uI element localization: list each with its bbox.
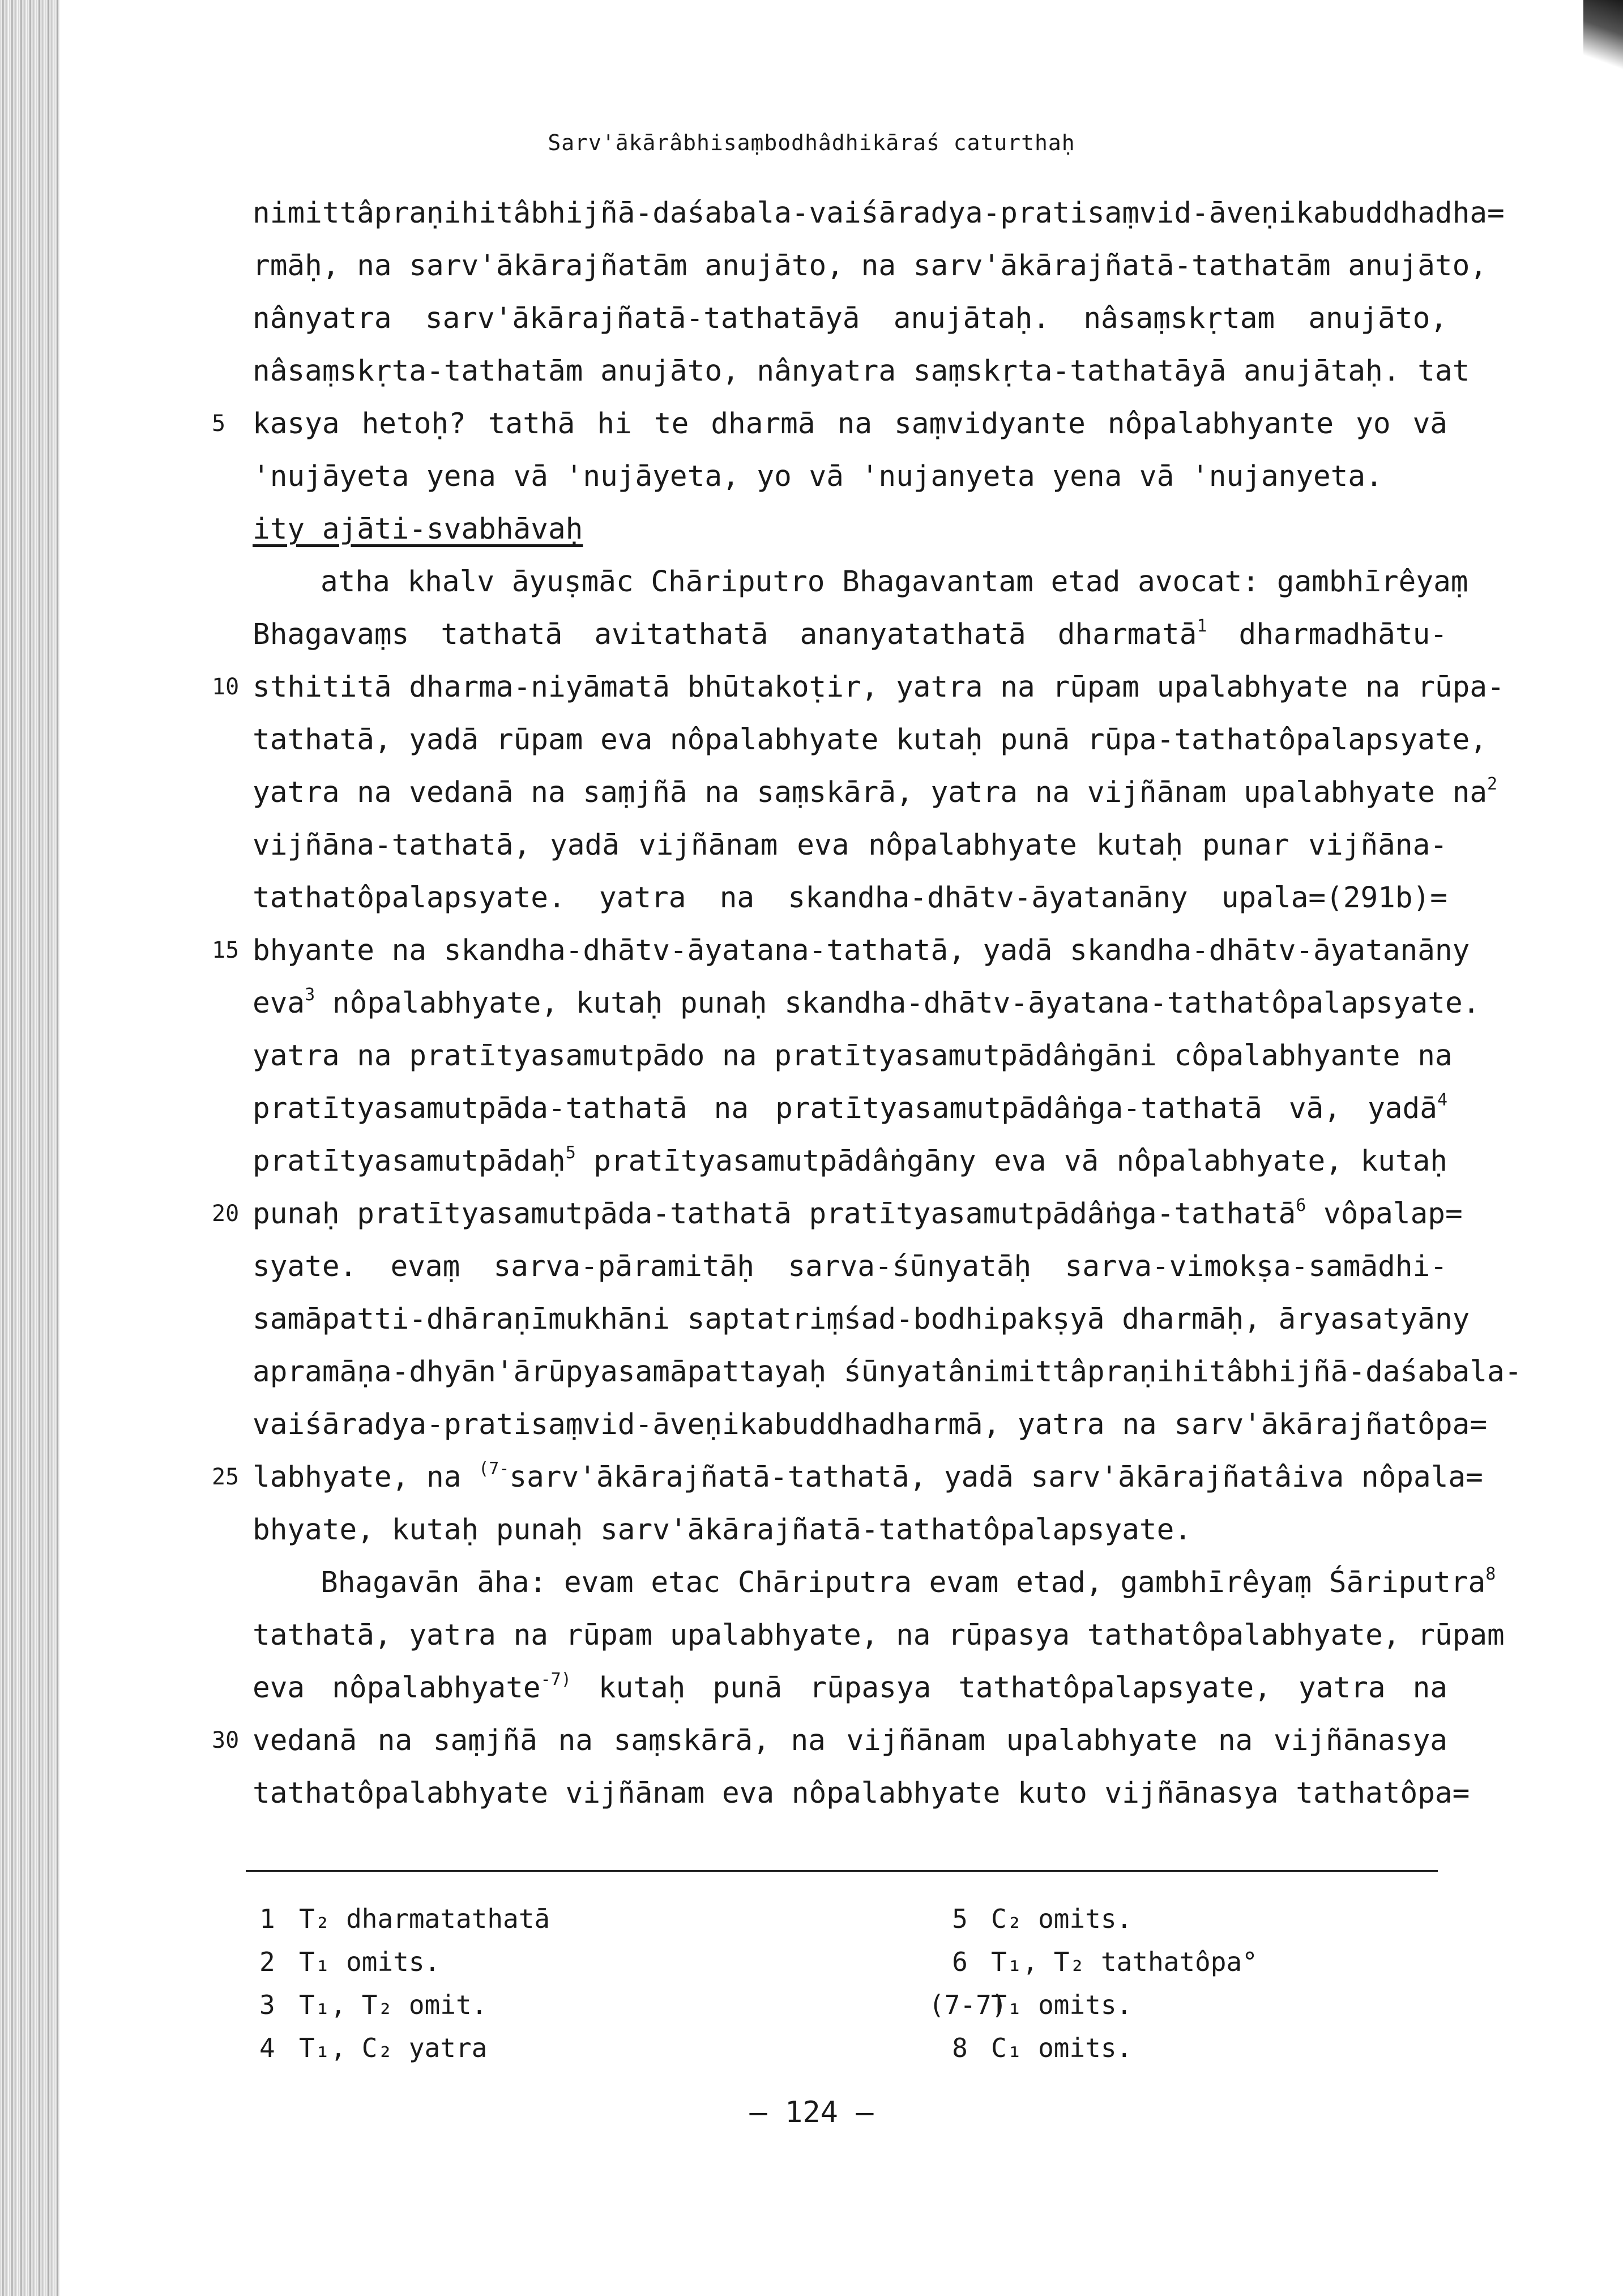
line-text-part: dharmadhātu-: [1207, 618, 1447, 651]
line-text: vaiśāradya-pratisaṃvid-āveṇikabuddhadharmā, yatra na sarv'ākārajñatôpa=: [253, 1408, 1488, 1441]
line-text-part: labhyate, na: [253, 1461, 479, 1494]
text-line: [253, 1767, 1470, 1820]
text-line: [212, 1188, 1463, 1240]
text-line: [253, 1504, 1447, 1556]
scan-corner-shadow: [1583, 0, 1623, 85]
running-head: Sarv'ākārâbhisaṃbodhâdhikāraś caturthaḥ: [548, 130, 1075, 155]
text-line: [253, 872, 1447, 924]
line-text-part: pratītyasamutpādaḥ: [253, 1145, 566, 1178]
text-line: [253, 1609, 1505, 1662]
line-text: [253, 1671, 1447, 1705]
footnote-ref: 1: [1197, 616, 1207, 636]
text-line: [253, 1662, 1447, 1714]
footnote-number: 4: [259, 2033, 275, 2063]
footnote-text: T₁ omits.: [299, 1947, 441, 1977]
text-line: [253, 556, 1468, 608]
line-text: syate. evaṃ sarva-pāramitāḥ sarva-śūnyatāḥ sarva-vimokṣa-samādhi-: [253, 1250, 1447, 1283]
text-line: [253, 1240, 1447, 1293]
text-line: [253, 977, 1480, 1030]
line-text-part: eva: [253, 987, 305, 1020]
footnote-ref: 3: [305, 985, 315, 1005]
text-line: [212, 398, 1447, 450]
line-text: samāpatti-dhāraṇīmukhāni saptatriṃśad-bodhipakṣyā dharmāḥ, āryasatyāny: [253, 1303, 1470, 1336]
footnote: [259, 1940, 550, 1983]
text-line: [212, 661, 1505, 714]
footnotes-right: [929, 1897, 1258, 2069]
line-text: apramāṇa-dhyān'ārūpyasamāpattayaḥ śūnyatânimittâpraṇihitâbhijñā-daśabala-: [253, 1355, 1522, 1389]
line-text: [253, 1197, 1463, 1231]
footnote-text: T₁ omits.: [991, 1990, 1133, 2020]
footnote: [259, 1897, 550, 1940]
footnote: [929, 2026, 1258, 2069]
line-text: [253, 1461, 1483, 1494]
footnote: [929, 1897, 1258, 1940]
text-line: [253, 240, 1488, 292]
line-number: 25: [212, 1464, 240, 1490]
footnote-ref: 6: [1296, 1196, 1306, 1215]
line-number: 5: [212, 411, 226, 437]
footnote-text: T₁, C₂ yatra: [299, 2033, 488, 2063]
footnote: [929, 1940, 1258, 1983]
footnote-number: 2: [259, 1947, 275, 1977]
scan-binding-edge: [0, 0, 59, 2296]
footnote-ref: -7): [540, 1670, 571, 1689]
text-line: [253, 1556, 1496, 1609]
line-text: vedanā na saṃjñā na saṃskārā, na vijñānam upalabhyate na vijñānasya: [253, 1724, 1447, 1757]
text-line: [253, 187, 1505, 240]
text-line: [253, 714, 1488, 766]
line-text: [321, 1566, 1496, 1599]
footnote-ref: 2: [1487, 774, 1498, 794]
section-title-line: [253, 503, 1447, 556]
line-text: [253, 776, 1497, 809]
line-number: 30: [212, 1727, 240, 1753]
footnote-number: (7-7): [929, 1990, 1007, 2020]
line-text: bhyante na skandha-dhātv-āyatana-tathatā, yadā skandha-dhātv-āyatanāny: [253, 934, 1470, 967]
line-number: 10: [212, 674, 240, 700]
line-text-part: eva nôpalabhyate: [253, 1671, 541, 1705]
text-line: [253, 1030, 1453, 1082]
line-text: atha khalv āyuṣmāc Chāriputro Bhagavantam etad avocat: gambhīrêyaṃ: [321, 565, 1468, 599]
footnote-text: T₁, T₂ tathatôpa°: [991, 1947, 1258, 1977]
section-title: ity ajāti-svabhāvaḥ: [253, 513, 583, 546]
footnote-text: C₂ omits.: [991, 1904, 1133, 1934]
line-text: nânyatra sarv'ākārajñatā-tathatāyā anujātaḥ. nâsaṃskṛtam anujāto,: [253, 302, 1447, 335]
line-text: [253, 618, 1447, 651]
line-text: 'nujāyeta yena vā 'nujāyeta, yo vā 'nujanyeta yena vā 'nujanyeta.: [253, 460, 1383, 493]
footnote-ref: 8: [1485, 1564, 1496, 1584]
line-text: [253, 1145, 1447, 1178]
line-text-part: nôpalabhyate, kutaḥ punaḥ skandha-dhātv-āyatana-tathatôpalapsyate.: [315, 987, 1480, 1020]
text-line: [253, 766, 1498, 819]
line-number: 20: [212, 1201, 240, 1227]
footnote-rule: [246, 1870, 1438, 1872]
footnote-number: 6: [952, 1947, 968, 1977]
line-text: rmāḥ, na sarv'ākārajñatām anujāto, na sarv'ākārajñatā-tathatām anujāto,: [253, 249, 1488, 283]
text-line: [253, 450, 1447, 503]
line-text: tathatôpalabhyate vijñānam eva nôpalabhyate kuto vijñānasya tathatôpa=: [253, 1777, 1470, 1810]
line-text-part: punaḥ pratītyasamutpāda-tathatā pratītyasamutpādâṅga-tathatā: [253, 1197, 1296, 1231]
footnote-text: T₁, T₂ omit.: [299, 1990, 488, 2020]
text-line: [212, 924, 1470, 977]
footnote-number: 1: [259, 1904, 275, 1934]
text-line: [253, 608, 1447, 661]
line-text: nimittâpraṇihitâbhijñā-daśabala-vaiśāradya-pratisaṃvid-āveṇikabuddhadha=: [253, 197, 1505, 230]
line-text: [253, 987, 1480, 1020]
footnote-number: 8: [952, 2033, 968, 2063]
line-text: tathatôpalapsyate. yatra na skandha-dhātv-āyatanāny upala=(291b)=: [253, 881, 1447, 915]
line-text: vijñāna-tathatā, yadā vijñānam eva nôpalabhyate kutaḥ punar vijñāna-: [253, 829, 1447, 862]
text-line: [253, 1135, 1447, 1188]
line-number: 15: [212, 937, 240, 963]
text-line: [253, 292, 1447, 345]
line-text: tathatā, yatra na rūpam upalabhyate, na rūpasya tathatôpalabhyate, rūpam: [253, 1619, 1505, 1652]
text-line: [253, 1293, 1470, 1346]
footnote-ref: 5: [565, 1143, 576, 1163]
footnote-text: C₁ omits.: [991, 2033, 1133, 2063]
main-text: [212, 187, 1522, 1820]
footnote-text: T₂ dharmatathatā: [299, 1904, 550, 1934]
footnote-number: 5: [952, 1904, 968, 1934]
line-text: sthititā dharma-niyāmatā bhūtakoṭir, yatra na rūpam upalabhyate na rūpa-: [253, 671, 1505, 704]
text-line: [253, 1346, 1522, 1398]
line-text-part: kutaḥ punā rūpasya tathatôpalapsyate, yatra na: [571, 1671, 1447, 1705]
line-text: kasya hetoḥ? tathā hi te dharmā na saṃvidyante nôpalabhyante yo vā: [253, 407, 1447, 441]
line-text: bhyate, kutaḥ punaḥ sarv'ākārajñatā-tathatôpalapsyate.: [253, 1513, 1192, 1547]
line-text-part: vôpalap=: [1306, 1197, 1463, 1231]
text-line: [253, 345, 1470, 398]
line-text: yatra na pratītyasamutpādo na pratītyasamutpādâṅgāni côpalabhyante na: [253, 1039, 1453, 1073]
footnote: [929, 1983, 1258, 2026]
line-text: nâsaṃskṛta-tathatām anujāto, nânyatra saṃskṛta-tathatāyā anujātaḥ. tat: [253, 355, 1470, 388]
page-number: — 124 —: [749, 2096, 874, 2129]
text-line: [253, 1398, 1488, 1451]
text-line: [212, 1451, 1483, 1504]
footnote: [259, 1983, 550, 2026]
footnote-ref: (7-: [479, 1459, 510, 1479]
footnotes-left: [259, 1897, 550, 2069]
line-text-part: pratītyasamutpādâṅgāny eva vā nôpalabhyate, kutaḥ: [575, 1145, 1447, 1178]
footnote: [259, 2026, 550, 2069]
footnote-ref: 4: [1437, 1090, 1447, 1110]
line-text: tathatā, yadā rūpam eva nôpalabhyate kutaḥ punā rūpa-tathatôpalapsyate,: [253, 723, 1488, 757]
line-text-part: sarv'ākārajñatā-tathatā, yadā sarv'ākārajñatâiva nôpala=: [509, 1461, 1483, 1494]
line-text-part: Bhagavān āha: evam etac Chāriputra evam etad, gambhīrêyaṃ Śāriputra: [321, 1566, 1486, 1599]
text-line: [253, 1082, 1447, 1135]
text-line: [212, 1714, 1447, 1767]
footnote-number: 3: [259, 1990, 275, 2020]
text-line: [253, 819, 1447, 872]
line-text-part: yatra na vedanā na saṃjñā na saṃskārā, yatra na vijñānam upalabhyate na: [253, 776, 1488, 809]
line-text-part: Bhagavaṃs tathatā avitathatā ananyatathatā dharmatā: [253, 618, 1197, 651]
line-text: [253, 1092, 1447, 1125]
line-text-part: pratītyasamutpāda-tathatā na pratītyasamutpādâṅga-tathatā vā, yadā: [253, 1092, 1437, 1125]
